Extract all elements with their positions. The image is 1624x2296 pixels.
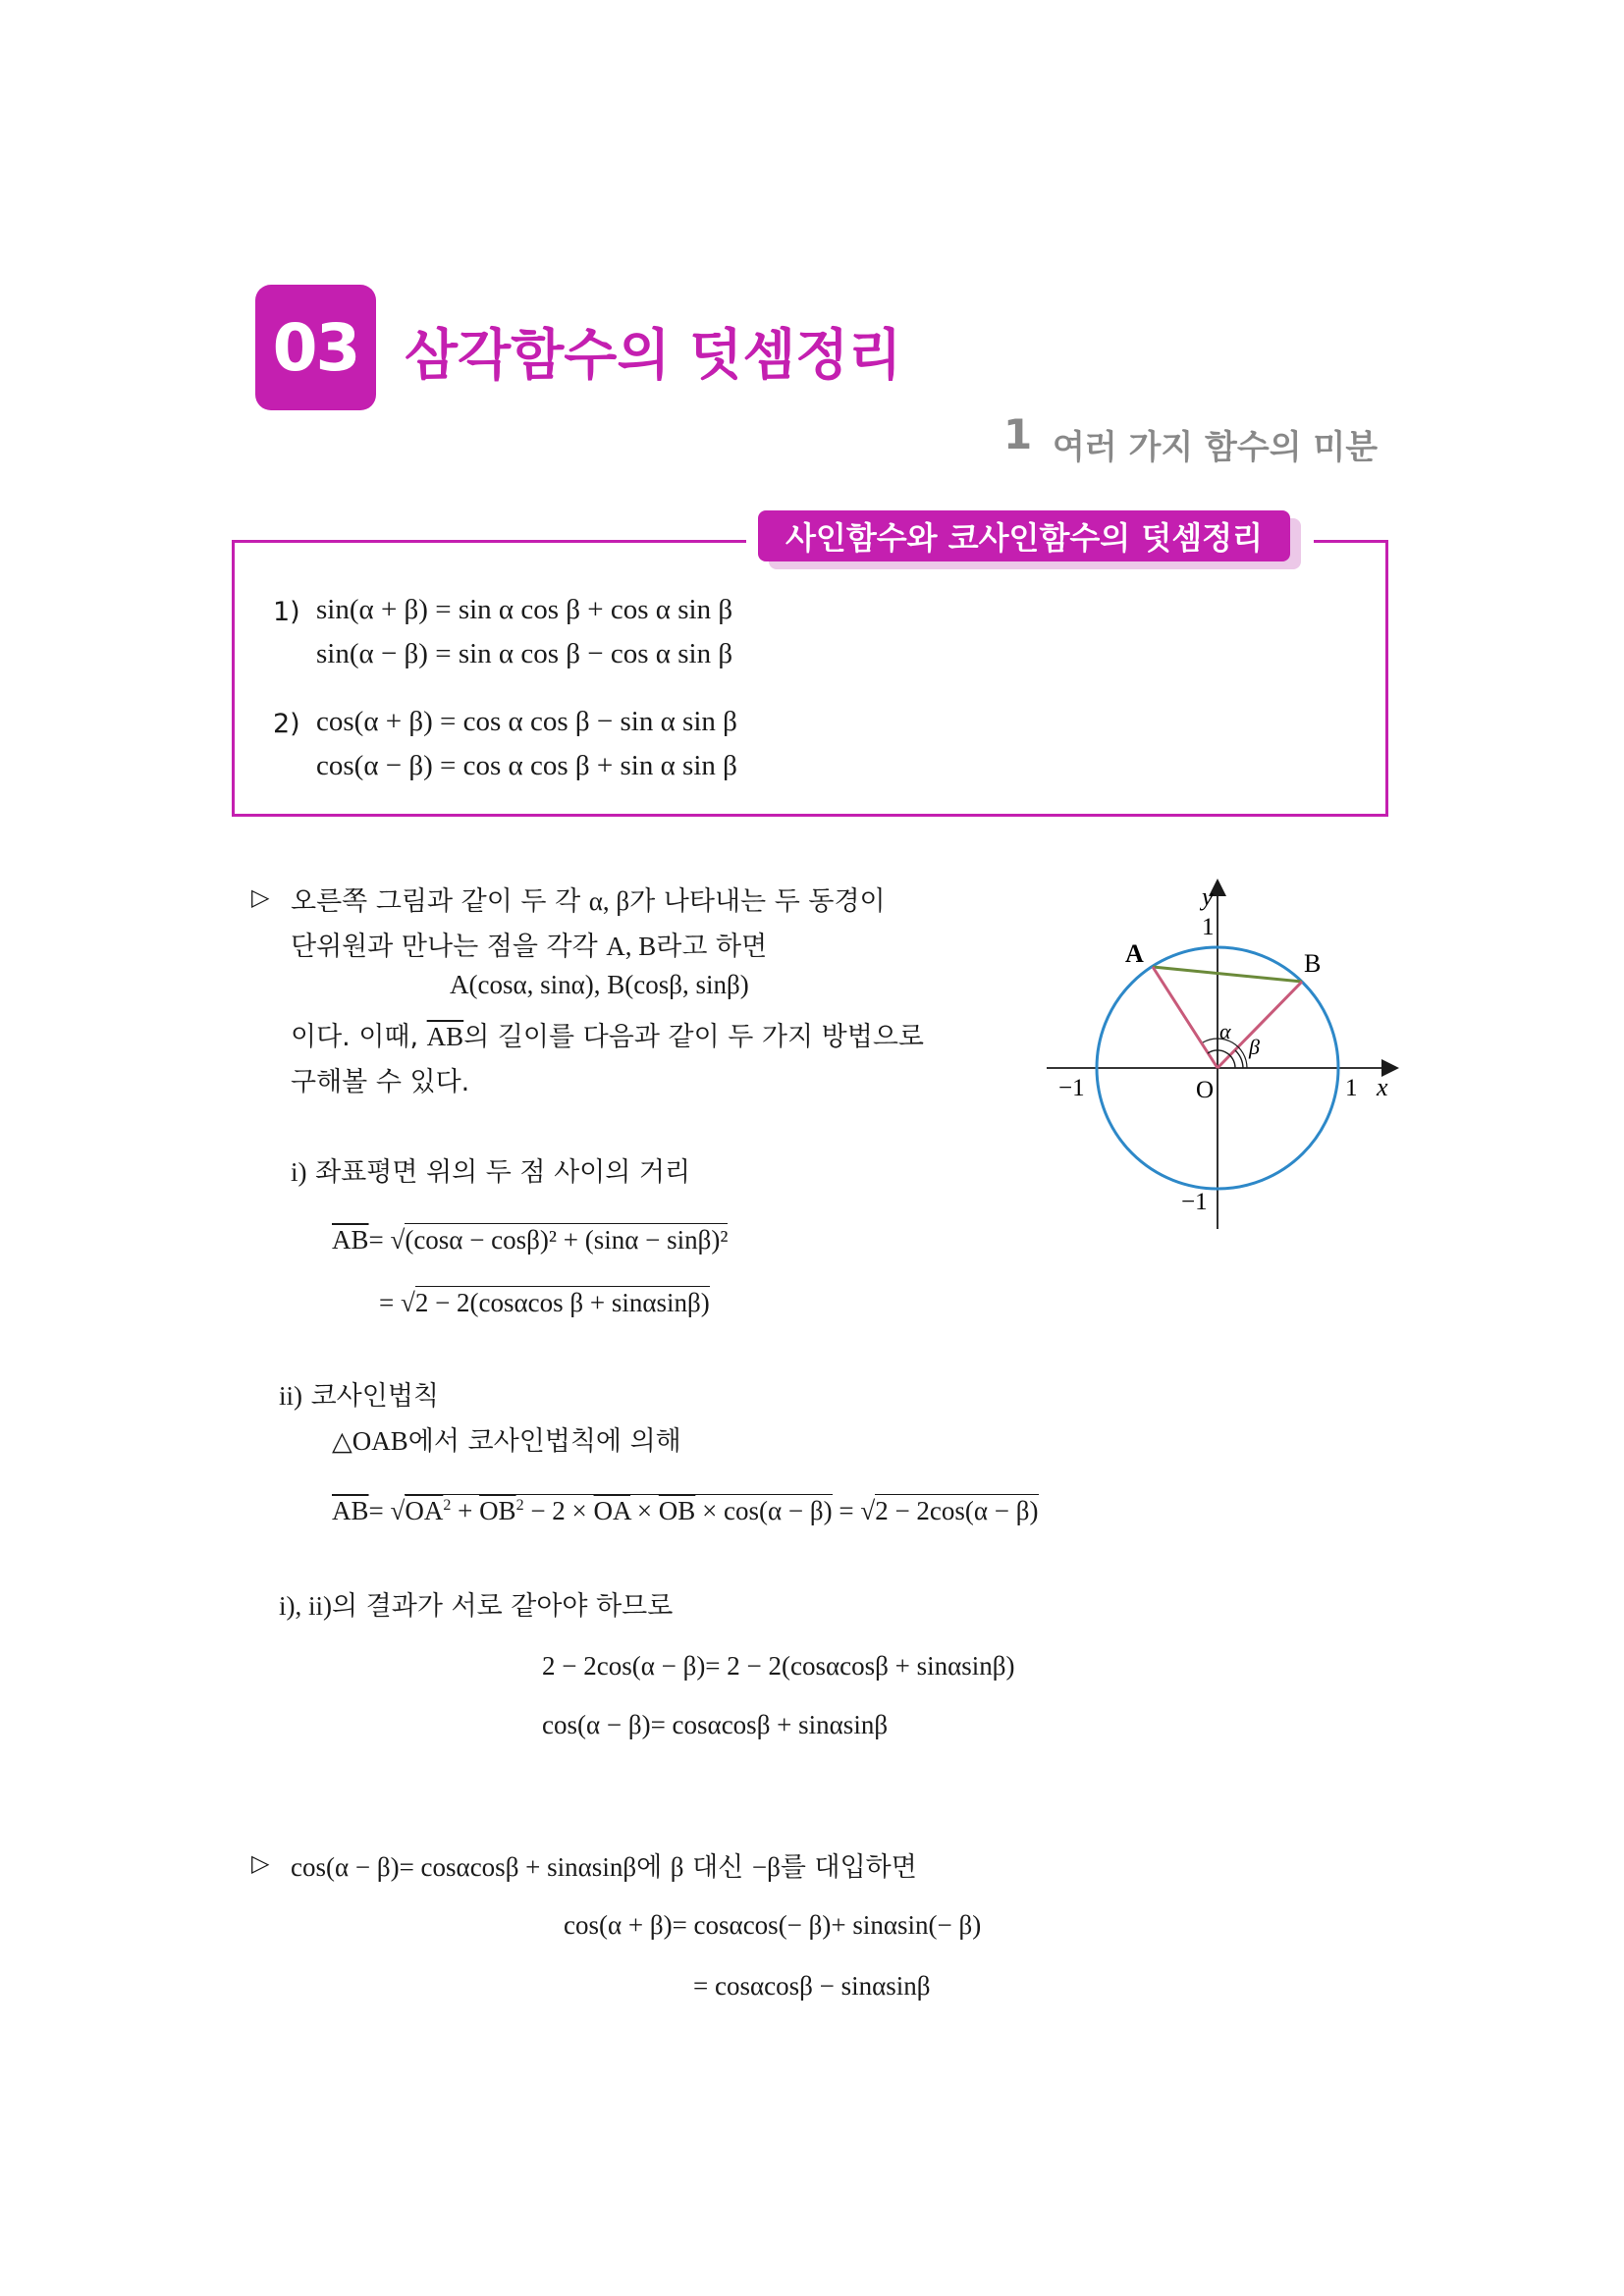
chapter-number-badge: 03 (255, 285, 376, 410)
intro-line-5: 구해볼 수 있다. (291, 1067, 470, 1097)
formula-cos-sum: cos(α + β) = cos α cos β − sin α sin β (316, 706, 737, 737)
beta-label: β (1249, 1035, 1260, 1059)
formula-cos-diff: cos(α − β) = cos α cos β + sin α sin β (316, 750, 737, 781)
conclusion-eq1: 2 − 2cos(α − β)= 2 − 2(cosαcosβ + sinαsinβ) (542, 1651, 1015, 1681)
x-tick-one: 1 (1345, 1075, 1358, 1101)
bullet-marker: ▷ (251, 883, 270, 911)
section-title: 여러 가지 함수의 미분 (1053, 428, 1379, 467)
intro-line-1: 오른쪽 그림과 같이 두 각 α, β가 나타내는 두 동경이 (291, 886, 886, 917)
x-axis-label: x (1377, 1073, 1388, 1101)
formula-sin-sum: sin(α + β) = sin α cos β + cos α sin β (316, 594, 733, 625)
bullet-marker-2: ▷ (251, 1849, 270, 1877)
method1-line2: = √2 − 2(cosαcos β + sinαsinβ) (379, 1288, 710, 1317)
method2-subline: △OAB에서 코사인법칙에 의해 (332, 1426, 681, 1457)
x-tick-neg-one: −1 (1058, 1075, 1085, 1101)
section-number: 1 (1003, 410, 1033, 458)
substitution-eq2: = cosαcosβ − sinαsinβ (693, 1971, 931, 2001)
intro-line-2: 단위원과 만나는 점을 각각 A, B라고 하면 (291, 932, 768, 962)
point-coordinates: A(cosα, sinα), B(cosβ, sinβ) (450, 970, 749, 999)
origin-label: O (1196, 1077, 1215, 1103)
chapter-title: 삼각함수의 덧셈정리 (405, 324, 902, 388)
method1-heading: i) 좌표평면 위의 두 점 사이의 거리 (291, 1157, 691, 1188)
alpha-label: α (1219, 1019, 1231, 1043)
chord-ab (1153, 967, 1302, 982)
intro-line-4: 이다. 이때, $\overline{AB}$의 길이를 다음과 같이 두 가지 방법으로 (291, 1022, 924, 1052)
formula-item2-label: 2) (273, 709, 300, 739)
method2-formula: $\overline{AB}= √OA^2 + \overline{OB}^2 - 2 \times \overline{OA} \times \overline{OB} \times \cos(\alpha - \beta) = √2 - 2\cos(\alpha - \beta)$ (332, 1496, 1039, 1525)
substitution-eq1: cos(α + β)= cosαcos(− β)+ sinαsin(− β) (564, 1910, 982, 1940)
y-axis-label: y (1202, 882, 1214, 911)
y-tick-neg-one: −1 (1181, 1189, 1208, 1215)
method1-line1: $\overline{AB}= √(\cos\alpha - \cos\beta)^2 + (\sin\alpha - \sin\beta)^2$ (332, 1225, 729, 1255)
conclusion-line: i), ii)의 결과가 서로 같아야 하므로 (279, 1591, 674, 1622)
point-b-label: B (1304, 949, 1322, 978)
conclusion-eq2: cos(α − β)= cosαcosβ + sinαsinβ (542, 1710, 889, 1739)
formula-item1-label: 1) (273, 597, 300, 627)
y-tick-one: 1 (1202, 914, 1215, 940)
formula-sin-diff: sin(α − β) = sin α cos β − cos α sin β (316, 638, 733, 669)
formula-box-title: 사인함수와 코사인함수의 덧셈정리 (758, 510, 1290, 561)
substitution-line: cos(α − β)= cosαcosβ + sinαsinβ에 β 대신 −β를 대입하면 (291, 1852, 917, 1883)
method2-heading: ii) 코사인법칙 (279, 1381, 440, 1412)
unit-circle-figure (1041, 874, 1404, 1237)
point-a-label: A (1125, 939, 1144, 968)
beta-arc (1235, 1050, 1243, 1068)
